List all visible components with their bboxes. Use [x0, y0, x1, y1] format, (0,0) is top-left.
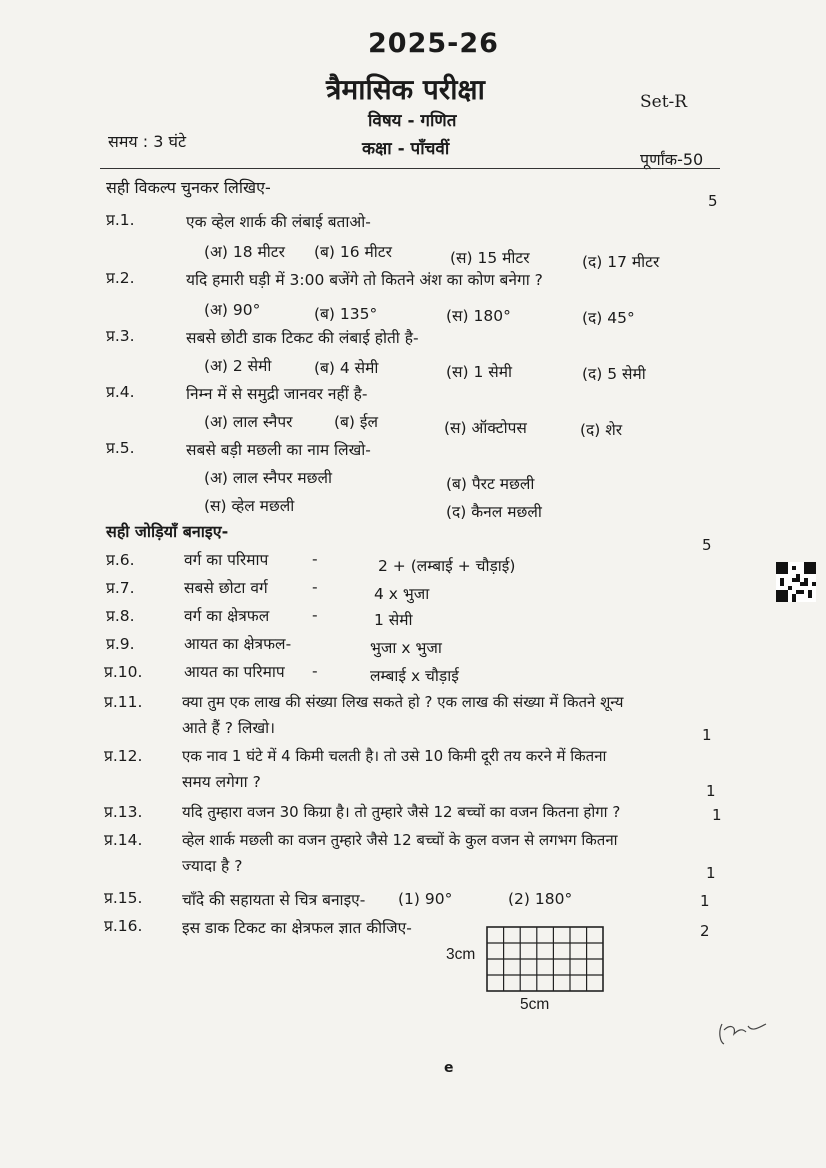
- question-marks: 1: [706, 864, 716, 882]
- question-number: प्र.16.: [104, 917, 143, 935]
- question-number: प्र.4.: [106, 383, 135, 401]
- question-marks: 1: [700, 892, 710, 910]
- section1-marks: 5: [708, 192, 718, 210]
- exam-year: 2025-26: [368, 28, 499, 59]
- question-number: प्र.5.: [106, 439, 135, 457]
- figure-height-label: 3cm: [446, 946, 476, 963]
- pair-right: 4 x भुजा: [374, 585, 430, 603]
- question-number: प्र.7.: [106, 579, 135, 597]
- question-marks: 2: [700, 922, 710, 940]
- option: (स) व्हेल मछली: [204, 497, 295, 515]
- question-number: प्र.11.: [104, 693, 143, 711]
- question-number: प्र.10.: [104, 663, 143, 681]
- question-number: प्र.14.: [104, 831, 143, 849]
- option: (द) शेर: [580, 421, 623, 439]
- question-text: यदि हमारी घड़ी में 3:00 बजेंगे तो कितने अंश का कोण बनेगा ?: [186, 271, 543, 289]
- question-text-cont: ज्यादा है ?: [182, 857, 243, 875]
- pair-sep: -: [312, 662, 318, 680]
- option: (अ) 18 मीटर: [204, 243, 285, 261]
- question-number: प्र.9.: [106, 635, 135, 653]
- footer-mark: e: [444, 1060, 454, 1076]
- option: (अ) 2 सेमी: [204, 357, 272, 375]
- question-text: क्या तुम एक लाख की संख्या लिख सकते हो ? एक लाख की संख्या में कितने शून्य: [182, 693, 624, 711]
- pair-right: लम्बाई x चौड़ाई: [370, 667, 459, 685]
- qr-code-icon: [776, 562, 816, 602]
- question-number: प्र.12.: [104, 747, 143, 765]
- question-number: प्र.13.: [104, 803, 143, 821]
- option: (द) कैनल मछली: [446, 503, 542, 521]
- question-text: एक नाव 1 घंटे में 4 किमी चलती है। तो उसे 10 किमी दूरी तय करने में कितना: [182, 747, 607, 765]
- option: (अ) लाल स्नैपर: [204, 413, 293, 431]
- header-divider: [100, 168, 720, 169]
- question-number: प्र.2.: [106, 269, 135, 287]
- question-number: प्र.15.: [104, 889, 143, 907]
- exam-title: त्रैमासिक परीक्षा: [326, 73, 485, 106]
- question-text-cont: समय लगेगा ?: [182, 773, 261, 791]
- option: (ब) पैरट मछली: [446, 475, 535, 493]
- question-text-cont: आते हैं ? लिखो।: [182, 719, 276, 737]
- section2-heading: सही जोड़ियाँ बनाइए-: [106, 522, 229, 541]
- option: (द) 45°: [582, 309, 635, 327]
- option: (स) 15 मीटर: [450, 249, 530, 267]
- pair-sep: -: [312, 578, 318, 596]
- option: (ब) 16 मीटर: [314, 243, 392, 261]
- question-marks: 1: [712, 806, 722, 824]
- option: (स) ऑक्टोपस: [444, 419, 527, 437]
- pair-right: भुजा x भुजा: [370, 639, 442, 657]
- option: (अ) 90°: [204, 301, 261, 319]
- option: (ब) 135°: [314, 305, 378, 323]
- question-marks: 1: [706, 782, 716, 800]
- question-text: यदि तुम्हारा वजन 30 किग्रा है। तो तुम्हारे जैसे 12 बच्चों का वजन कितना होगा ?: [182, 803, 621, 821]
- option: (ब) ईल: [334, 413, 378, 431]
- option: (अ) लाल स्नैपर मछली: [204, 469, 333, 487]
- question-number: प्र.6.: [106, 551, 135, 569]
- question-option: (1) 90°: [398, 890, 453, 908]
- option: (स) 1 सेमी: [446, 363, 513, 381]
- question-text: चाँदे की सहायता से चित्र बनाइए-: [182, 891, 366, 909]
- section2-marks: 5: [702, 536, 712, 554]
- question-marks: 1: [702, 726, 712, 744]
- question-text: निम्न में से समुद्री जानवर नहीं है-: [186, 385, 368, 403]
- question-text: सबसे बड़ी मछली का नाम लिखो-: [186, 441, 371, 459]
- question-number: प्र.3.: [106, 327, 135, 345]
- stamp-grid-figure: [486, 926, 606, 994]
- pair-sep: -: [312, 550, 318, 568]
- pair-left: आयत का क्षेत्रफल-: [184, 635, 292, 653]
- pair-right: 1 सेमी: [374, 611, 413, 629]
- handwritten-scribble: [716, 1018, 772, 1048]
- question-option: (2) 180°: [508, 890, 573, 908]
- pair-left: वर्ग का क्षेत्रफल: [184, 607, 270, 625]
- pair-left: वर्ग का परिमाप: [184, 551, 269, 569]
- pair-left: सबसे छोटा वर्ग: [184, 579, 268, 597]
- option: (ब) 4 सेमी: [314, 359, 379, 377]
- pair-right: 2 + (लम्बाई + चौड़ाई): [378, 557, 516, 575]
- question-text: व्हेल शार्क मछली का वजन तुम्हारे जैसे 12 बच्चों के कुल वजन से लगभग कितना: [182, 831, 618, 849]
- option: (द) 5 सेमी: [582, 365, 646, 383]
- option: (द) 17 मीटर: [582, 253, 660, 271]
- figure-width-label: 5cm: [520, 996, 550, 1013]
- set-label: Set-R: [640, 92, 688, 112]
- question-text: एक व्हेल शार्क की लंबाई बताओ-: [186, 213, 371, 231]
- section1-heading: सही विकल्प चुनकर लिखिए-: [106, 178, 271, 197]
- class-label: कक्षा - पाँचवीं: [362, 139, 450, 159]
- full-marks-label: पूर्णांक-50: [640, 150, 704, 169]
- question-text: सबसे छोटी डाक टिकट की लंबाई होती है-: [186, 329, 419, 347]
- pair-sep: -: [312, 606, 318, 624]
- option: (स) 180°: [446, 307, 511, 325]
- time-label: समय : 3 घंटे: [108, 132, 187, 151]
- pair-left: आयत का परिमाप: [184, 663, 285, 681]
- question-number: प्र.8.: [106, 607, 135, 625]
- question-text: इस डाक टिकट का क्षेत्रफल ज्ञात कीजिए-: [182, 919, 412, 937]
- question-number: प्र.1.: [106, 211, 135, 229]
- subject-label: विषय - गणित: [368, 111, 457, 131]
